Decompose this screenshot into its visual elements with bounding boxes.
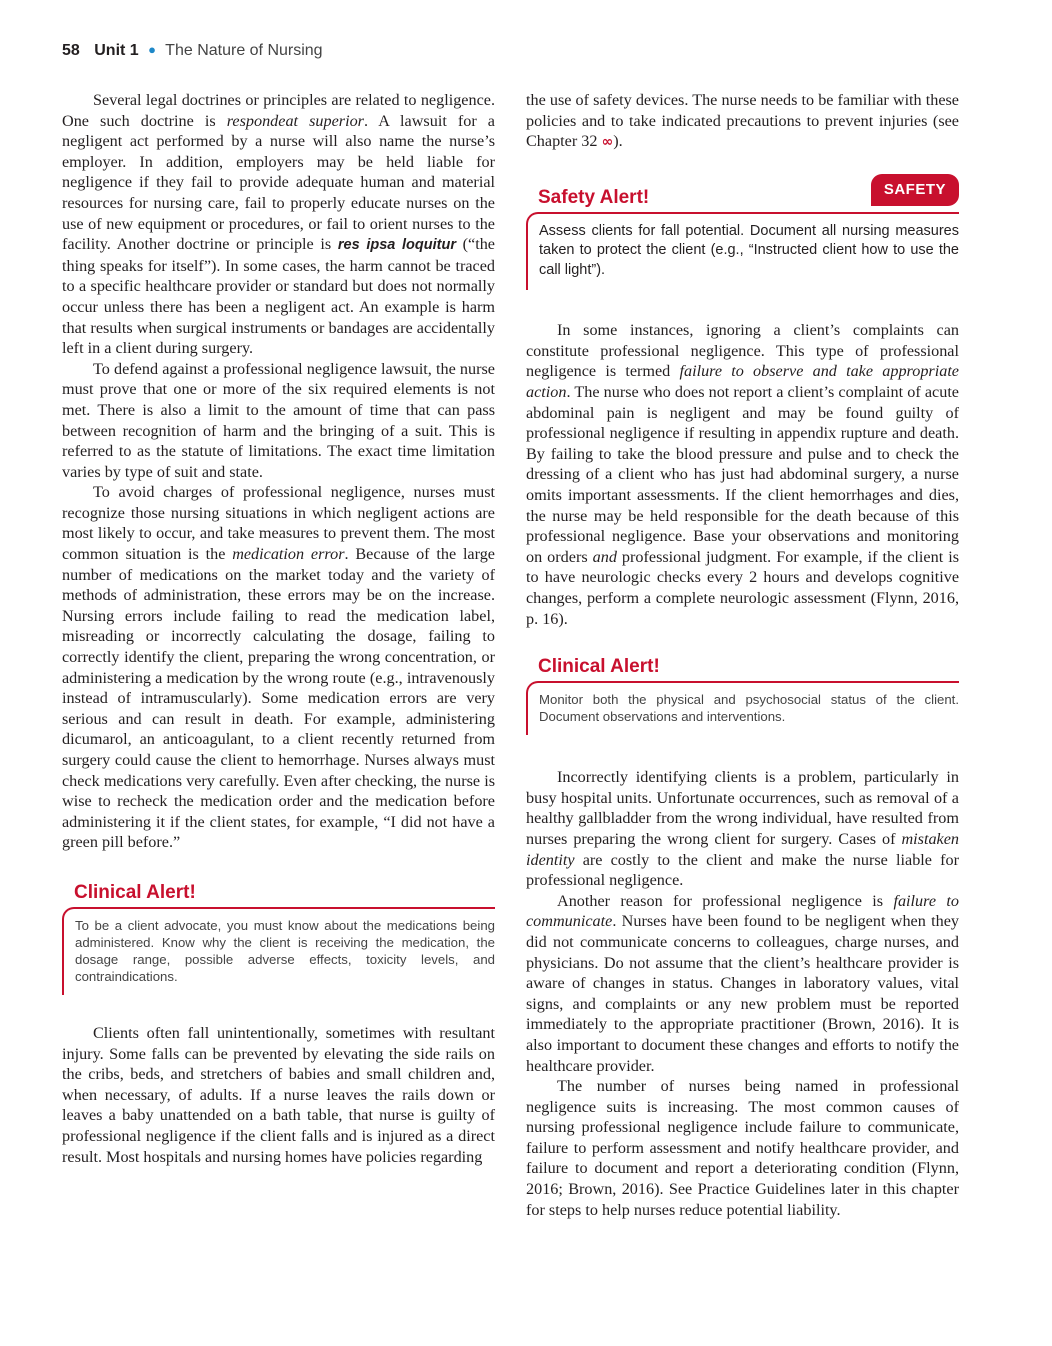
- paragraph: Incorrectly identifying clients is a problem, particularly in busy hospital units. Unfortunate occurrences, such as removal of a healthy gallbladder from the wrong individual, have resulted from nurses preparing the wrong client for surgery. Cases of mistaken identity are costly to the client and make the nurse liable for professional negligence.: [526, 768, 959, 890]
- clinical-alert-box: [62, 881, 495, 995]
- alert-title: Clinical Alert!: [538, 656, 660, 678]
- paragraph: Another reason for professional negligence is failure to communicate. Nurses have been found to be negligent when they did not communicate concerns to colleagues, charge nurses, and physicians. Do not assume that the client’s healthcare provider is aware of changes in status. Changes in laboratory values, vital signs, and complaints or any new problem must be reported immediately to the appropriate practitioner (Brown, 2016). It is also important to document these changes and efforts to notify the healthcare provider.: [526, 891, 960, 1075]
- paragraph: In some instances, ignoring a client’s complaints can constitute professional negligence. This type of professional negligence is termed failure to observe and take appropriate action. The nurse who does not report a client’s complaint of acute abdominal pain is negligent and may be found guilty of professional negligence if resulting in appendix rupture and death. By failing to take the blood pressure and pulse and to check the dressing of a client who has just had abdominal surgery, a nurse omits important assessments. If the client hemorrhages and dies, the nurse may be held responsible for the death because of this professional negligence. Base your observations and monitoring on orders and professional judgment. For example, if the client is to have neurologic checks every 2 hours and develops cognitive changes, perform a complete neurologic assessment (Flynn, 2016, p. 16).: [526, 321, 960, 628]
- alert-body: To be a client advocate, you must know about the medications being administered. Know why the client is receiving the medication, the dosage range, possible adverse effects, toxicity levels, and contraindications.: [62, 907, 495, 995]
- paragraph: To defend against a professional negligence lawsuit, the nurse must prove that one or more of the six required elements is not met. There is also a limit to the amount of time that can pass between recognition of harm and the bringing of a suit. This is referred to as the statute of limitations. The exact time limitation varies by type of suit and state.: [62, 359, 495, 481]
- unit-title: The Nature of Nursing: [165, 42, 323, 59]
- unit-label: Unit 1: [94, 42, 139, 59]
- alert-title: Clinical Alert!: [74, 881, 196, 903]
- media-link-icon: ∞: [601, 134, 614, 151]
- paragraph: Several legal doctrines or principles are related to negligence. One such doctrine is respondeat superior. A lawsuit for a negligent act performed by a nurse will also name the nurse’s employer. In addition, employers may be held liable for negligence if they fail to provide adequate human and material resources for nursing care, fail to properly educate nurses on the use of new equipment or procedures, or fail to orient nurses to the facility. Another doctrine or principle is res ipsa loquitur (“the thing speaks for itself”). In some cases, the harm cannot be traced to a specific healthcare provider or standard but does not normally occur unless there has been a negligent act. An example is harm that results when surgical instruments or bandages are accidentally left in a client during surgery.: [62, 91, 495, 358]
- safety-alert-box: [526, 180, 959, 291]
- page-number: 58: [62, 42, 80, 59]
- alert-body: Assess clients for fall potential. Document all nursing measures taken to protect the client (e.g., “Instructed client how to use the call light”).: [526, 212, 959, 291]
- paragraph: Clients often fall unintentionally, sometimes with resultant injury. Some falls can be prevented by elevating the side rails on the cribs, beds, and stretchers of babies and small children and, when necessary, of adults. If a nurse leaves the rails down or leaves a baby unattended on a bath table, that nurse is guilty of professional negligence if the client falls and is injured as a direct result. Most hospitals and nursing homes have policies regarding: [62, 1023, 495, 1166]
- running-header: [62, 42, 323, 60]
- clinical-alert-box: [526, 655, 959, 735]
- alert-title: Safety Alert!: [538, 186, 650, 208]
- paragraph: the use of safety devices. The nurse needs to be familiar with these policies and to take indicated precautions to prevent injuries (see Chapter 32 ∞).: [526, 91, 959, 151]
- left-column: [62, 90, 495, 1167]
- bullet-dot-icon: ●: [148, 42, 157, 57]
- paragraph: To avoid charges of professional negligence, nurses must recognize those nursing situations in which negligent actions are most likely to occur, and take measures to prevent them. The most common situation is the medication error. Because of the large number of medications on the market today and the variety of methods of administration, these errors may be on the increase. Nursing errors include failing to read the medication label, misreading or incorrectly calculating the dosage, failing to correctly identify the client, preparing the wrong concentration, or administering a medication by the wrong route (e.g., intravenously instead of intramuscularly). Some medication errors are very serious and can result in death. For example, administering dicumarol, an anticoagulant, to a client recently returned from surgery could cause the client to hemorrhage. Nurses always must check medications very carefully. Even after checking, the nurse is wise to recheck the medication order and the medication before administering it if the client states, for example, “I did not have a green pill before.”: [62, 483, 495, 852]
- safety-badge: SAFETY: [871, 174, 959, 207]
- right-column: [526, 90, 959, 1220]
- alert-body: Monitor both the physical and psychosocial status of the client. Document observations and interventions.: [526, 681, 959, 735]
- paragraph: The number of nurses being named in professional negligence suits is increasing. The most common causes of nursing professional negligence include failure to communicate, failure to perform assessment and notify healthcare provider, and failure to document and report a deteriorating condition (Flynn, 2016; Brown, 2016). See Practice Guidelines later in this chapter for steps to help nurses reduce potential liability.: [526, 1077, 959, 1219]
